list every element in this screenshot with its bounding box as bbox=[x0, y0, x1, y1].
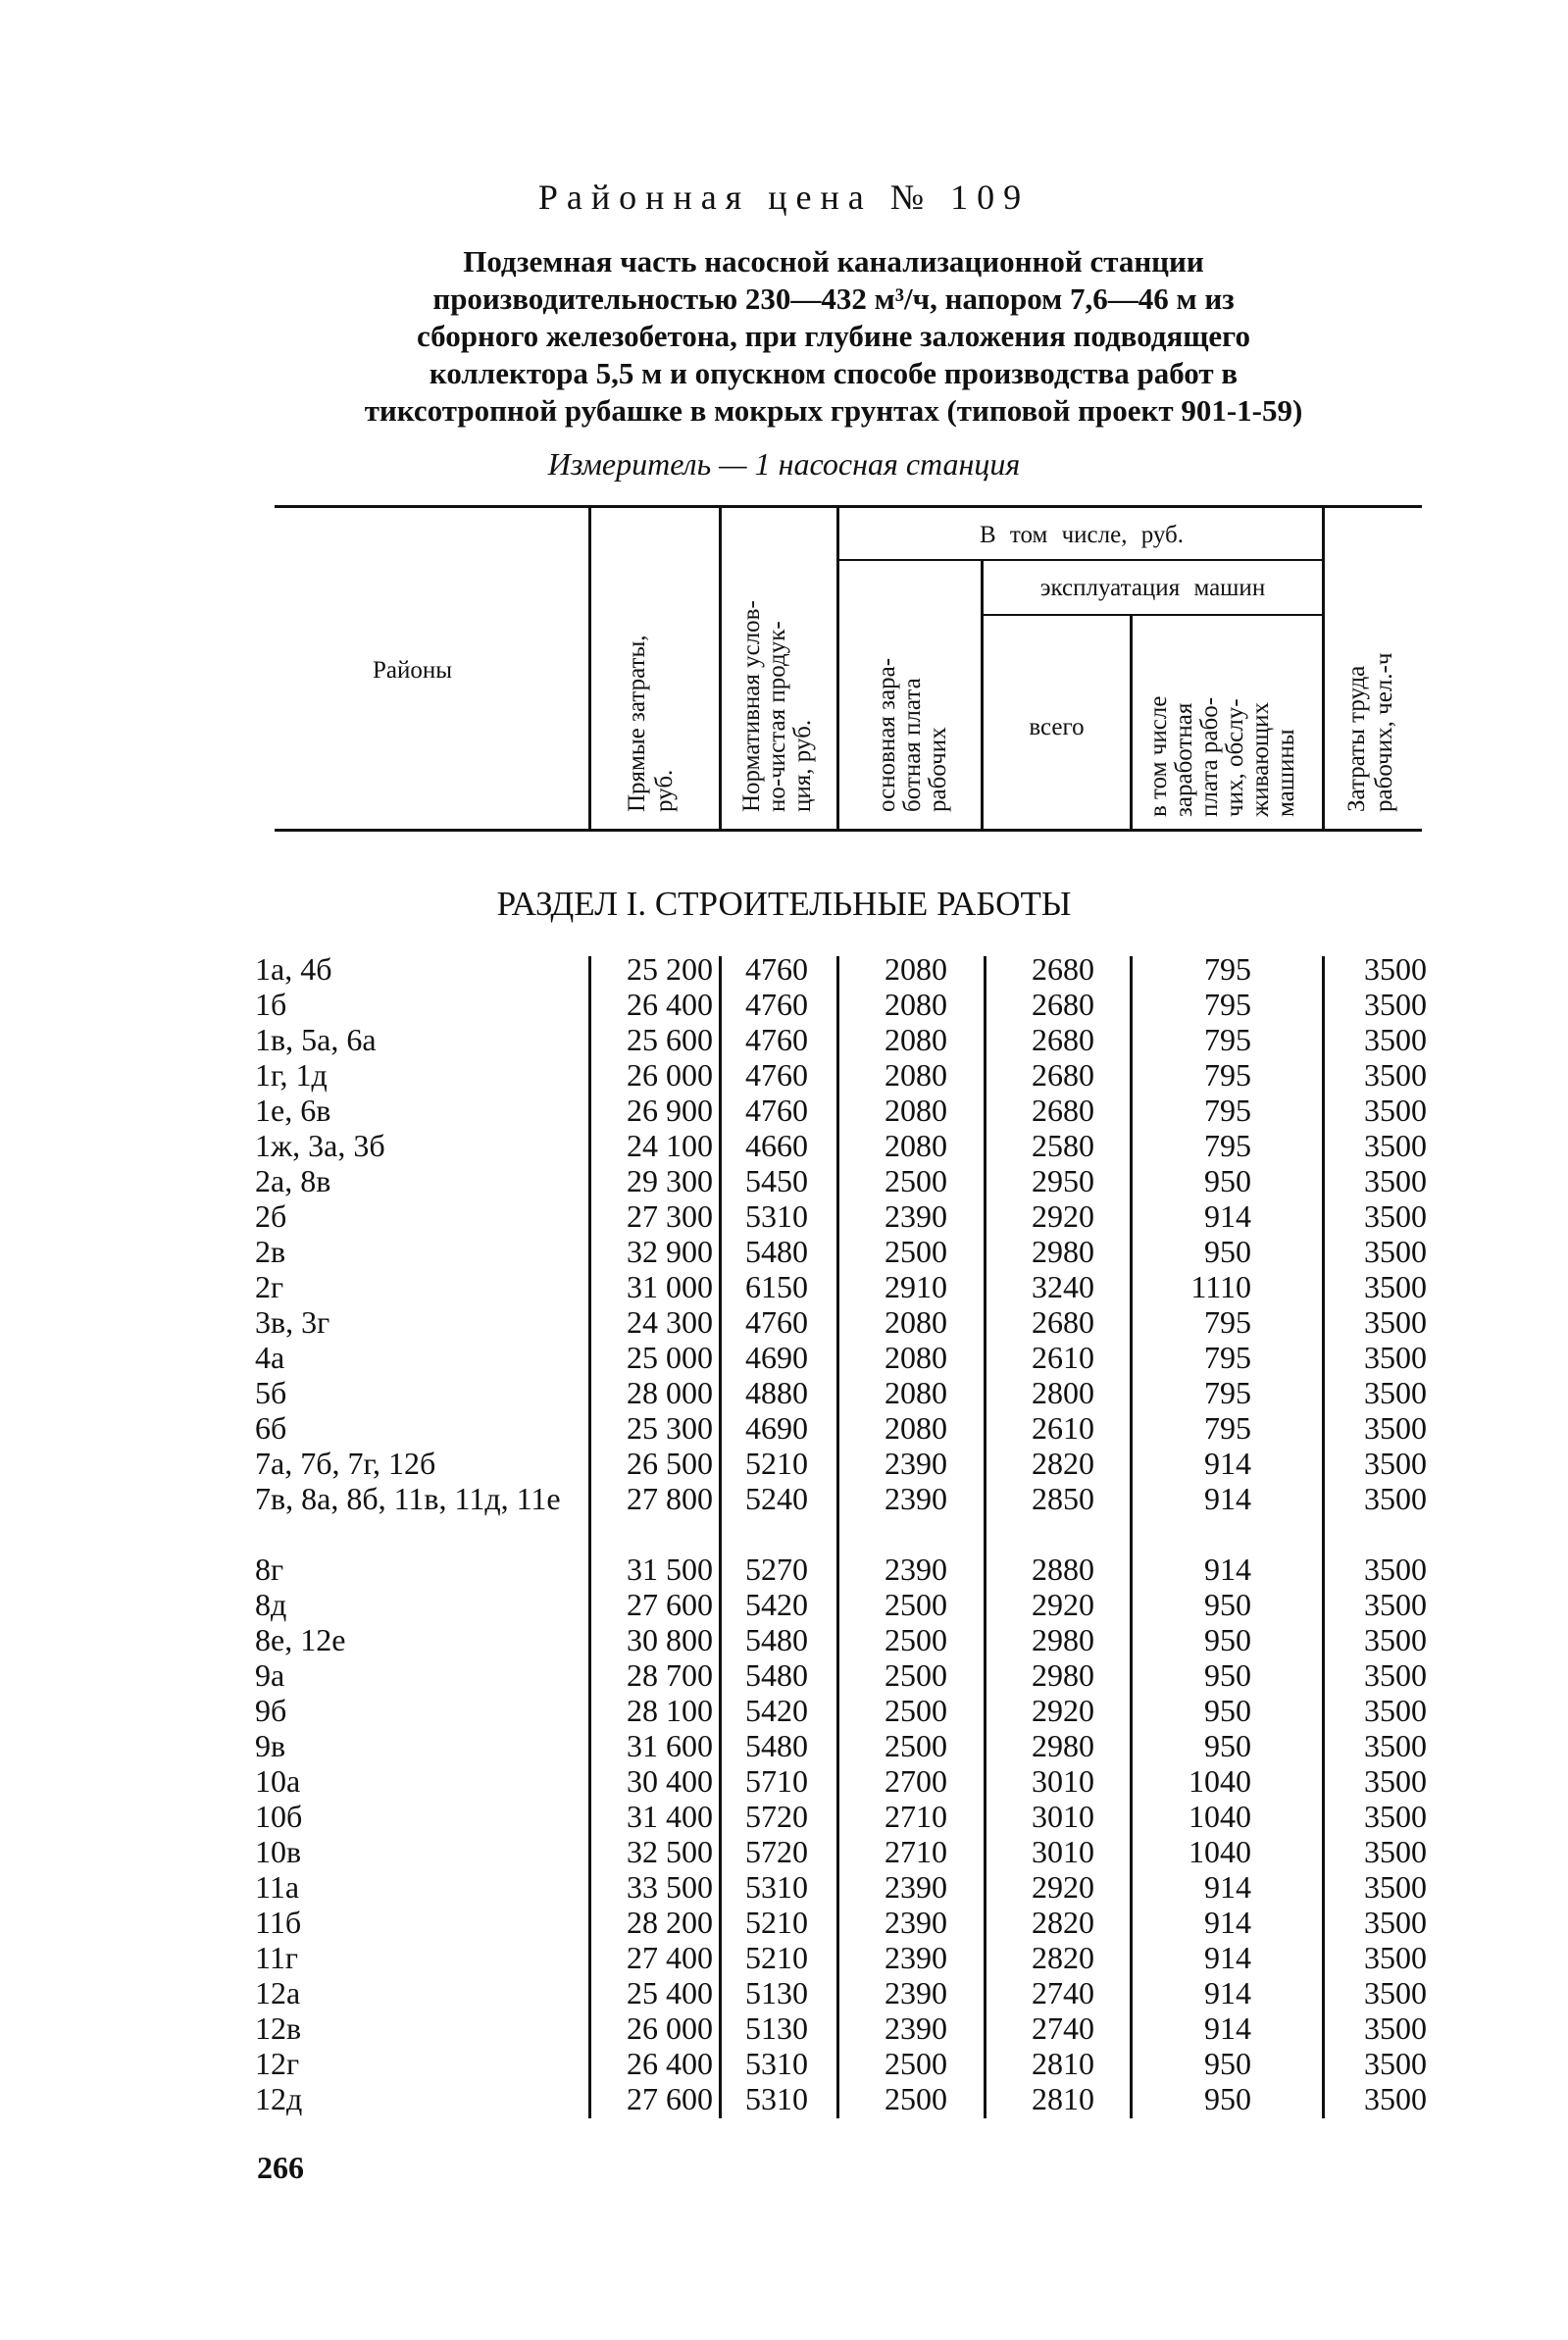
cell-district: 11г bbox=[255, 1940, 298, 1975]
price-number-heading: Районная цена № 109 bbox=[537, 178, 1031, 217]
table-row bbox=[255, 1093, 1432, 1128]
cell-direct: 30 400 bbox=[627, 1763, 713, 1799]
cell-direct: 31 000 bbox=[627, 1269, 713, 1304]
cell-net: 5210 bbox=[745, 1446, 808, 1481]
cell-net: 5210 bbox=[745, 1905, 808, 1940]
cell-mwage: 914 bbox=[1204, 1940, 1251, 1975]
header-text-line: рабочих, чел.-ч bbox=[1371, 652, 1397, 812]
cell-total: 2580 bbox=[1032, 1128, 1094, 1163]
cell-district: 2в bbox=[255, 1234, 286, 1269]
header-text-line: живающих bbox=[1247, 701, 1274, 817]
cell-net: 4760 bbox=[745, 987, 808, 1022]
cell-mwage: 914 bbox=[1204, 1198, 1251, 1234]
cell-district: 4а bbox=[255, 1340, 285, 1375]
cell-mwage: 1040 bbox=[1189, 1763, 1251, 1799]
cell-net: 5420 bbox=[745, 1693, 808, 1728]
cell-wage: 2080 bbox=[885, 1057, 947, 1093]
cell-total: 2800 bbox=[1032, 1375, 1094, 1410]
cell-direct: 29 300 bbox=[627, 1163, 713, 1198]
cell-total: 2980 bbox=[1032, 1622, 1094, 1657]
cell-wage: 2710 bbox=[885, 1799, 947, 1834]
cell-total: 3240 bbox=[1032, 1269, 1094, 1304]
cell-labor: 3500 bbox=[1364, 1234, 1427, 1269]
cell-district: 3в, 3г bbox=[255, 1304, 330, 1340]
cell-total: 2610 bbox=[1032, 1410, 1094, 1446]
title-line: коллектора 5,5 м и опускном способе производства работ в bbox=[429, 356, 1239, 390]
cell-mwage: 950 bbox=[1204, 1234, 1251, 1269]
cell-net: 4760 bbox=[745, 1093, 808, 1128]
cell-wage: 2500 bbox=[885, 2081, 947, 2116]
header-text-line: чих, обслу- bbox=[1222, 698, 1248, 817]
cell-mwage: 914 bbox=[1204, 2010, 1251, 2046]
header-text-line: плата рабо- bbox=[1196, 696, 1223, 817]
title-line: производительностью 230—432 м³/ч, напором 7,6—46 м из bbox=[432, 281, 1235, 316]
cell-wage: 2390 bbox=[885, 1552, 947, 1587]
cell-district: 10б bbox=[255, 1799, 303, 1834]
cell-direct: 26 000 bbox=[627, 2010, 713, 2046]
cell-total: 3010 bbox=[1032, 1834, 1094, 1869]
cell-direct: 26 400 bbox=[627, 2046, 713, 2081]
title-line: Подземная часть насосной канализационной станции bbox=[463, 244, 1204, 279]
cell-labor: 3500 bbox=[1364, 1799, 1427, 1834]
cell-mwage: 950 bbox=[1204, 1728, 1251, 1763]
cell-mwage: 950 bbox=[1204, 2046, 1251, 2081]
cell-net: 5450 bbox=[745, 1163, 808, 1198]
header-labor bbox=[1325, 508, 1422, 829]
cell-net: 4880 bbox=[745, 1375, 808, 1410]
cell-total: 2740 bbox=[1032, 1975, 1094, 2010]
cell-net: 5310 bbox=[745, 2046, 808, 2081]
cell-net: 5310 bbox=[745, 1869, 808, 1905]
cell-district: 5б bbox=[255, 1375, 287, 1410]
cell-direct: 30 800 bbox=[627, 1622, 713, 1657]
cell-mwage: 950 bbox=[1204, 1622, 1251, 1657]
cell-direct: 28 000 bbox=[627, 1375, 713, 1410]
cell-net: 4760 bbox=[745, 951, 808, 987]
cell-total: 2680 bbox=[1032, 1057, 1094, 1093]
cell-mwage: 914 bbox=[1204, 1905, 1251, 1940]
cell-district: 9а bbox=[255, 1657, 285, 1693]
cell-net: 4760 bbox=[745, 1022, 808, 1057]
table-row bbox=[255, 1552, 1432, 1587]
cell-district: 6б bbox=[255, 1410, 287, 1446]
header-text-line: рабочих bbox=[925, 727, 951, 812]
table-row bbox=[255, 1340, 1432, 1375]
table-row bbox=[255, 2046, 1432, 2081]
table-row bbox=[255, 1587, 1432, 1622]
title-line: тиксотропной рубашке в мокрых грунтах (типовой проект 901-1-59) bbox=[364, 393, 1303, 428]
cell-labor: 3500 bbox=[1364, 1057, 1427, 1093]
cell-total: 2920 bbox=[1032, 1198, 1094, 1234]
cell-total: 2950 bbox=[1032, 1163, 1094, 1198]
cell-district: 7в, 8а, 8б, 11в, 11д, 11е bbox=[255, 1481, 561, 1516]
cell-direct: 26 000 bbox=[627, 1057, 713, 1093]
cell-net: 4760 bbox=[745, 1304, 808, 1340]
cell-wage: 2390 bbox=[885, 1869, 947, 1905]
cell-net: 5480 bbox=[745, 1728, 808, 1763]
cell-total: 2740 bbox=[1032, 2010, 1094, 2046]
table-row bbox=[255, 1304, 1432, 1340]
cell-labor: 3500 bbox=[1364, 1269, 1427, 1304]
table-row bbox=[255, 1410, 1432, 1446]
header-including: В том числе, руб. bbox=[979, 522, 1185, 548]
cell-wage: 2390 bbox=[885, 1198, 947, 1234]
cell-direct: 27 600 bbox=[627, 1587, 713, 1622]
cell-wage: 2910 bbox=[885, 1269, 947, 1304]
cell-district: 2б bbox=[255, 1198, 287, 1234]
cell-total: 2880 bbox=[1032, 1552, 1094, 1587]
cell-labor: 3500 bbox=[1364, 987, 1427, 1022]
cell-district: 10а bbox=[255, 1763, 301, 1799]
header-text-line: Прямые затраты, bbox=[624, 635, 650, 812]
cell-total: 2680 bbox=[1032, 1022, 1094, 1057]
cell-net: 5720 bbox=[745, 1799, 808, 1834]
cell-net: 5720 bbox=[745, 1834, 808, 1869]
section-title: РАЗДЕЛ I. СТРОИТЕЛЬНЫЕ РАБОТЫ bbox=[496, 885, 1072, 923]
cell-direct: 27 600 bbox=[627, 2081, 713, 2116]
header-text-line: в том числе bbox=[1145, 695, 1172, 817]
cell-total: 2680 bbox=[1032, 987, 1094, 1022]
cell-district: 2г bbox=[255, 1269, 284, 1304]
cell-mwage: 1110 bbox=[1190, 1269, 1251, 1304]
cell-mwage: 795 bbox=[1204, 1304, 1251, 1340]
table-row bbox=[255, 1799, 1432, 1834]
header-top-rule bbox=[275, 505, 1422, 508]
header-bottom-rule bbox=[275, 829, 1422, 832]
cell-labor: 3500 bbox=[1364, 1869, 1427, 1905]
cell-total: 2810 bbox=[1032, 2046, 1094, 2081]
cell-net: 4690 bbox=[745, 1340, 808, 1375]
cell-wage: 2080 bbox=[885, 1128, 947, 1163]
table-row bbox=[255, 1693, 1432, 1728]
cell-district: 2а, 8в bbox=[255, 1163, 331, 1198]
cell-wage: 2500 bbox=[885, 2046, 947, 2081]
cell-direct: 25 000 bbox=[627, 1340, 713, 1375]
table-row bbox=[255, 1940, 1432, 1975]
cell-mwage: 914 bbox=[1204, 1975, 1251, 2010]
cell-labor: 3500 bbox=[1364, 1763, 1427, 1799]
table-row bbox=[255, 1657, 1432, 1693]
cell-direct: 32 500 bbox=[627, 1834, 713, 1869]
cell-wage: 2500 bbox=[885, 1728, 947, 1763]
header-text-line: Нормативная услов- bbox=[738, 600, 765, 812]
cell-labor: 3500 bbox=[1364, 951, 1427, 987]
cell-total: 2850 bbox=[1032, 1481, 1094, 1516]
cell-total: 2920 bbox=[1032, 1693, 1094, 1728]
cell-direct: 26 500 bbox=[627, 1446, 713, 1481]
page-number: 266 bbox=[257, 2150, 304, 2185]
cell-district: 7а, 7б, 7г, 12б bbox=[255, 1446, 436, 1481]
header-direct-costs bbox=[591, 508, 719, 829]
cell-district: 9в bbox=[255, 1728, 286, 1763]
header-text-line: ция, руб. bbox=[789, 719, 816, 812]
cell-total: 2610 bbox=[1032, 1340, 1094, 1375]
cell-labor: 3500 bbox=[1364, 1410, 1427, 1446]
cell-direct: 25 400 bbox=[627, 1975, 713, 2010]
cell-labor: 3500 bbox=[1364, 1975, 1427, 2010]
cell-mwage: 914 bbox=[1204, 1869, 1251, 1905]
cell-district: 12г bbox=[255, 2046, 300, 2081]
document-title bbox=[235, 243, 1432, 430]
cell-direct: 31 500 bbox=[627, 1552, 713, 1587]
cell-district: 12д bbox=[255, 2081, 303, 2116]
cell-mwage: 795 bbox=[1204, 1410, 1251, 1446]
cell-total: 2680 bbox=[1032, 1304, 1094, 1340]
cell-total: 3010 bbox=[1032, 1763, 1094, 1799]
cell-labor: 3500 bbox=[1364, 1657, 1427, 1693]
cell-district: 1б bbox=[255, 987, 287, 1022]
cell-direct: 25 600 bbox=[627, 1022, 713, 1057]
table-row bbox=[255, 1905, 1432, 1940]
cell-net: 5130 bbox=[745, 1975, 808, 2010]
cell-labor: 3500 bbox=[1364, 2046, 1427, 2081]
cell-wage: 2080 bbox=[885, 1022, 947, 1057]
cell-labor: 3500 bbox=[1364, 1905, 1427, 1940]
cell-wage: 2080 bbox=[885, 1340, 947, 1375]
cell-wage: 2710 bbox=[885, 1834, 947, 1869]
cell-mwage: 914 bbox=[1204, 1446, 1251, 1481]
cell-wage: 2080 bbox=[885, 951, 947, 987]
cell-total: 2980 bbox=[1032, 1657, 1094, 1693]
cell-mwage: 795 bbox=[1204, 1057, 1251, 1093]
cell-wage: 2500 bbox=[885, 1587, 947, 1622]
cell-district: 1ж, 3а, 3б bbox=[255, 1128, 385, 1163]
cell-mwage: 914 bbox=[1204, 1552, 1251, 1587]
cell-direct: 27 800 bbox=[627, 1481, 713, 1516]
cell-net: 5480 bbox=[745, 1234, 808, 1269]
cell-labor: 3500 bbox=[1364, 1163, 1427, 1198]
cell-net: 5480 bbox=[745, 1657, 808, 1693]
cell-district: 12а bbox=[255, 1975, 301, 2010]
table-row bbox=[255, 951, 1432, 987]
table-row bbox=[255, 1869, 1432, 1905]
cell-district: 9б bbox=[255, 1693, 287, 1728]
cell-district: 8г bbox=[255, 1552, 284, 1587]
cell-total: 2680 bbox=[1032, 1093, 1094, 1128]
cell-net: 5240 bbox=[745, 1481, 808, 1516]
table-row bbox=[255, 1622, 1432, 1657]
cell-wage: 2500 bbox=[885, 1622, 947, 1657]
cell-labor: 3500 bbox=[1364, 1340, 1427, 1375]
cell-labor: 3500 bbox=[1364, 1022, 1427, 1057]
data-table-body bbox=[255, 951, 1432, 2116]
cell-total: 2820 bbox=[1032, 1905, 1094, 1940]
cell-labor: 3500 bbox=[1364, 1128, 1427, 1163]
cell-wage: 2390 bbox=[885, 2010, 947, 2046]
cell-net: 5270 bbox=[745, 1552, 808, 1587]
header-machine-operation: эксплуатация машин bbox=[1039, 575, 1266, 601]
header-total: всего bbox=[1029, 714, 1085, 740]
cell-total: 3010 bbox=[1032, 1799, 1094, 1834]
table-row bbox=[255, 1269, 1432, 1304]
header-text-line: ботная плата bbox=[899, 678, 926, 812]
cell-mwage: 795 bbox=[1204, 1340, 1251, 1375]
cell-wage: 2500 bbox=[885, 1693, 947, 1728]
cell-direct: 24 300 bbox=[627, 1304, 713, 1340]
cell-mwage: 950 bbox=[1204, 1163, 1251, 1198]
cell-net: 5210 bbox=[745, 1940, 808, 1975]
table-row bbox=[255, 1481, 1432, 1552]
cell-mwage: 950 bbox=[1204, 1693, 1251, 1728]
table-row bbox=[255, 1834, 1432, 1869]
cell-total: 2980 bbox=[1032, 1728, 1094, 1763]
cell-direct: 28 700 bbox=[627, 1657, 713, 1693]
table-row bbox=[255, 1375, 1432, 1410]
cell-district: 11а bbox=[255, 1869, 300, 1905]
cell-district: 1г, 1д bbox=[255, 1057, 328, 1093]
cell-direct: 26 900 bbox=[627, 1093, 713, 1128]
table-row bbox=[255, 1446, 1432, 1481]
table-row bbox=[255, 1128, 1432, 1163]
cell-net: 5310 bbox=[745, 1198, 808, 1234]
cell-mwage: 950 bbox=[1204, 1657, 1251, 1693]
cell-district: 1а, 4б bbox=[255, 951, 332, 987]
header-text-line: основная зара- bbox=[874, 657, 900, 812]
cell-total: 2920 bbox=[1032, 1869, 1094, 1905]
cell-district: 10в bbox=[255, 1834, 302, 1869]
title-line: сборного железобетона, при глубине заложения подводящего bbox=[416, 319, 1250, 353]
cell-mwage: 914 bbox=[1204, 1481, 1251, 1516]
cell-mwage: 795 bbox=[1204, 951, 1251, 987]
cell-wage: 2700 bbox=[885, 1763, 947, 1799]
cell-labor: 3500 bbox=[1364, 2081, 1427, 2116]
cell-net: 4660 bbox=[745, 1128, 808, 1163]
cell-wage: 2500 bbox=[885, 1234, 947, 1269]
cell-mwage: 795 bbox=[1204, 987, 1251, 1022]
cell-direct: 27 300 bbox=[627, 1198, 713, 1234]
cell-labor: 3500 bbox=[1364, 1728, 1427, 1763]
cell-district: 11б bbox=[255, 1905, 302, 1940]
cell-mwage: 795 bbox=[1204, 1093, 1251, 1128]
cell-net: 6150 bbox=[745, 1269, 808, 1304]
cell-wage: 2390 bbox=[885, 1446, 947, 1481]
cell-district: 8е, 12е bbox=[255, 1622, 346, 1657]
table-row bbox=[255, 1975, 1432, 2010]
cell-labor: 3500 bbox=[1364, 1587, 1427, 1622]
cell-total: 2810 bbox=[1032, 2081, 1094, 2116]
cell-total: 2980 bbox=[1032, 1234, 1094, 1269]
cell-district: 12в bbox=[255, 2010, 302, 2046]
cell-net: 4690 bbox=[745, 1410, 808, 1446]
header-incl-wage bbox=[1133, 616, 1322, 829]
cell-total: 2820 bbox=[1032, 1446, 1094, 1481]
header-normative-net bbox=[722, 508, 836, 829]
table-row bbox=[255, 1728, 1432, 1763]
cell-wage: 2390 bbox=[885, 1975, 947, 2010]
cell-total: 2820 bbox=[1032, 1940, 1094, 1975]
cell-labor: 3500 bbox=[1364, 1552, 1427, 1587]
cell-labor: 3500 bbox=[1364, 2010, 1427, 2046]
cell-wage: 2080 bbox=[885, 987, 947, 1022]
cell-direct: 25 200 bbox=[627, 951, 713, 987]
table-row bbox=[255, 1057, 1432, 1093]
cell-total: 2680 bbox=[1032, 951, 1094, 987]
cell-wage: 2390 bbox=[885, 1940, 947, 1975]
header-districts: Районы bbox=[373, 657, 453, 684]
cell-mwage: 795 bbox=[1204, 1375, 1251, 1410]
cell-mwage: 950 bbox=[1204, 1587, 1251, 1622]
cell-direct: 28 100 bbox=[627, 1693, 713, 1728]
cell-wage: 2390 bbox=[885, 1481, 947, 1516]
header-base-wage bbox=[839, 561, 981, 829]
cell-mwage: 1040 bbox=[1189, 1799, 1251, 1834]
cell-labor: 3500 bbox=[1364, 1198, 1427, 1234]
cell-direct: 25 300 bbox=[627, 1410, 713, 1446]
cell-net: 5710 bbox=[745, 1763, 808, 1799]
cell-direct: 31 400 bbox=[627, 1799, 713, 1834]
header-text-line: Затраты труда bbox=[1343, 665, 1370, 812]
cell-wage: 2080 bbox=[885, 1093, 947, 1128]
table-row bbox=[255, 1198, 1432, 1234]
cell-district: 1в, 5а, 6а bbox=[255, 1022, 377, 1057]
cell-net: 4760 bbox=[745, 1057, 808, 1093]
cell-labor: 3500 bbox=[1364, 1940, 1427, 1975]
cell-wage: 2080 bbox=[885, 1304, 947, 1340]
cell-direct: 27 400 bbox=[627, 1940, 713, 1975]
cell-labor: 3500 bbox=[1364, 1622, 1427, 1657]
cell-mwage: 1040 bbox=[1189, 1834, 1251, 1869]
table-row bbox=[255, 987, 1432, 1022]
cell-mwage: 950 bbox=[1204, 2081, 1251, 2116]
table-row bbox=[255, 2081, 1432, 2116]
header-text-line: машины bbox=[1273, 729, 1299, 817]
cell-labor: 3500 bbox=[1364, 1481, 1427, 1516]
cell-net: 5480 bbox=[745, 1622, 808, 1657]
cell-direct: 24 100 bbox=[627, 1128, 713, 1163]
cell-net: 5310 bbox=[745, 2081, 808, 2116]
table-row bbox=[255, 1163, 1432, 1198]
cell-direct: 28 200 bbox=[627, 1905, 713, 1940]
table-row bbox=[255, 2010, 1432, 2046]
header-text-line: заработная bbox=[1171, 702, 1197, 817]
cell-direct: 33 500 bbox=[627, 1869, 713, 1905]
cell-wage: 2390 bbox=[885, 1905, 947, 1940]
cell-direct: 32 900 bbox=[627, 1234, 713, 1269]
cell-district: 1е, 6в bbox=[255, 1093, 331, 1128]
header-text-line: но-чистая продук- bbox=[764, 621, 790, 812]
cell-net: 5420 bbox=[745, 1587, 808, 1622]
measure-unit: Измеритель — 1 насосная станция bbox=[547, 446, 1021, 482]
cell-wage: 2080 bbox=[885, 1375, 947, 1410]
cell-labor: 3500 bbox=[1364, 1834, 1427, 1869]
cell-district: 8д bbox=[255, 1587, 287, 1622]
cell-labor: 3500 bbox=[1364, 1375, 1427, 1410]
cell-labor: 3500 bbox=[1364, 1693, 1427, 1728]
cell-direct: 26 400 bbox=[627, 987, 713, 1022]
cell-wage: 2500 bbox=[885, 1163, 947, 1198]
cell-net: 5130 bbox=[745, 2010, 808, 2046]
table-row bbox=[255, 1763, 1432, 1799]
cell-labor: 3500 bbox=[1364, 1446, 1427, 1481]
cell-total: 2920 bbox=[1032, 1587, 1094, 1622]
cell-labor: 3500 bbox=[1364, 1304, 1427, 1340]
table-row bbox=[255, 1234, 1432, 1269]
cell-mwage: 795 bbox=[1204, 1022, 1251, 1057]
table-row bbox=[255, 1022, 1432, 1057]
cell-labor: 3500 bbox=[1364, 1093, 1427, 1128]
cell-wage: 2500 bbox=[885, 1657, 947, 1693]
cell-wage: 2080 bbox=[885, 1410, 947, 1446]
header-text-line: руб. bbox=[651, 769, 678, 812]
cell-direct: 31 600 bbox=[627, 1728, 713, 1763]
cell-mwage: 795 bbox=[1204, 1128, 1251, 1163]
